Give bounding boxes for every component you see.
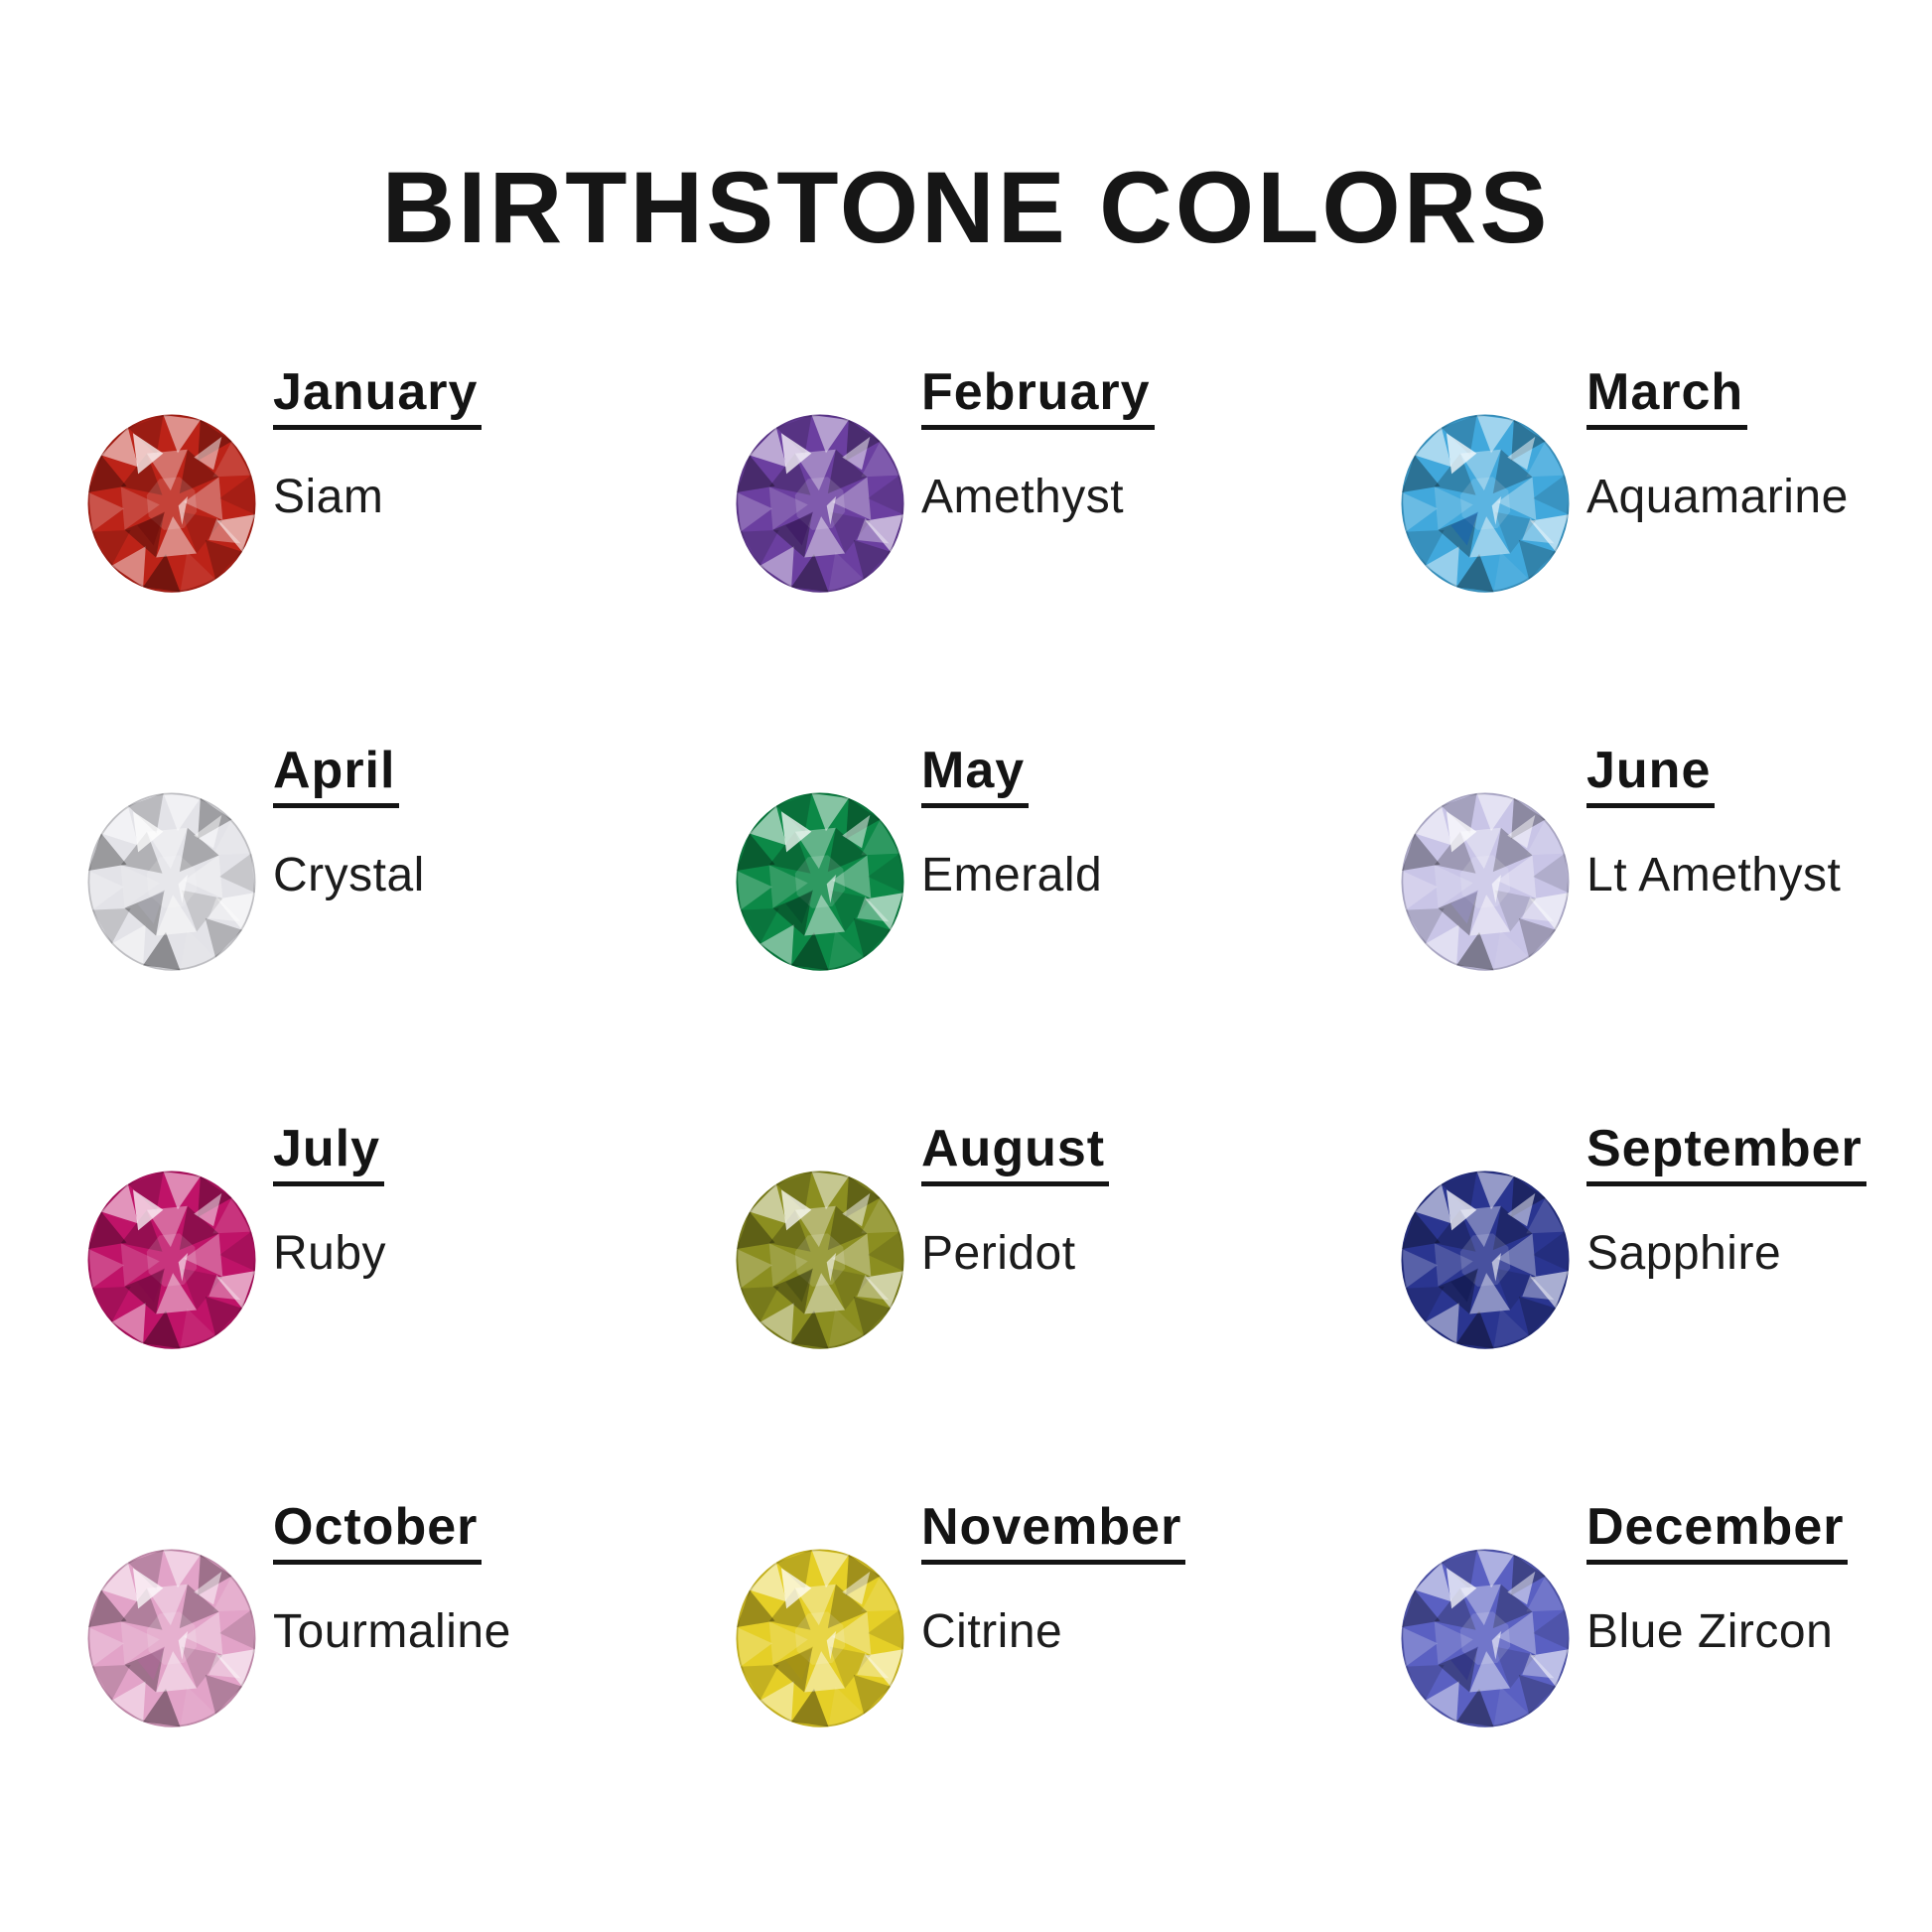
- month-label-october: October: [273, 1498, 482, 1565]
- birthstone-cell-amethyst: [733, 363, 1398, 602]
- birthstone-cell-peridot: [733, 1120, 1398, 1358]
- month-label-april: April: [273, 742, 399, 808]
- birthstone-cell-sapphire: [1398, 1120, 1932, 1358]
- month-label-february: February: [921, 363, 1155, 430]
- stone-name-citrine: Citrine: [921, 1605, 1063, 1659]
- stone-name-sapphire: Sapphire: [1587, 1227, 1782, 1281]
- gem-aquamarine-image: [1398, 407, 1573, 602]
- month-label-september: September: [1587, 1120, 1866, 1186]
- gem-sapphire-image: [1398, 1164, 1573, 1358]
- gem-lt-amethyst-image: [1398, 785, 1573, 980]
- gem-peridot-image: [733, 1164, 907, 1358]
- birthstone-cell-crystal: [84, 742, 733, 980]
- month-label-july: July: [273, 1120, 384, 1186]
- birthstone-cell-aquamarine: [1398, 363, 1932, 602]
- stone-name-aquamarine: Aquamarine: [1587, 471, 1849, 524]
- birthstone-cell-emerald: [733, 742, 1398, 980]
- stone-name-lt-amethyst: Lt Amethyst: [1587, 849, 1842, 902]
- birthstone-cell-ruby: [84, 1120, 733, 1358]
- stone-name-siam: Siam: [273, 471, 384, 524]
- month-label-june: June: [1587, 742, 1715, 808]
- month-label-january: January: [273, 363, 482, 430]
- stone-name-amethyst: Amethyst: [921, 471, 1125, 524]
- month-label-november: November: [921, 1498, 1185, 1565]
- gem-crystal-image: [84, 785, 259, 980]
- month-label-may: May: [921, 742, 1029, 808]
- stone-name-tourmaline: Tourmaline: [273, 1605, 511, 1659]
- stone-name-blue-zircon: Blue Zircon: [1587, 1605, 1834, 1659]
- stone-name-crystal: Crystal: [273, 849, 425, 902]
- stone-name-ruby: Ruby: [273, 1227, 387, 1281]
- birthstone-cell-tourmaline: [84, 1498, 733, 1736]
- birthstone-grid: [0, 363, 1932, 1736]
- gem-siam-image: [84, 407, 259, 602]
- stone-name-emerald: Emerald: [921, 849, 1103, 902]
- birthstone-cell-citrine: [733, 1498, 1398, 1736]
- month-label-august: August: [921, 1120, 1109, 1186]
- birthstone-cell-lt-amethyst: [1398, 742, 1932, 980]
- stone-name-peridot: Peridot: [921, 1227, 1076, 1281]
- gem-blue-zircon-image: [1398, 1542, 1573, 1736]
- month-label-december: December: [1587, 1498, 1848, 1565]
- gem-emerald-image: [733, 785, 907, 980]
- gem-citrine-image: [733, 1542, 907, 1736]
- birthstone-cell-blue-zircon: [1398, 1498, 1932, 1736]
- month-label-march: March: [1587, 363, 1747, 430]
- birthstone-cell-siam: [84, 363, 733, 602]
- gem-ruby-image: [84, 1164, 259, 1358]
- page-title: BIRTHSTONE COLORS: [381, 151, 1551, 264]
- gem-tourmaline-image: [84, 1542, 259, 1736]
- gem-amethyst-image: [733, 407, 907, 602]
